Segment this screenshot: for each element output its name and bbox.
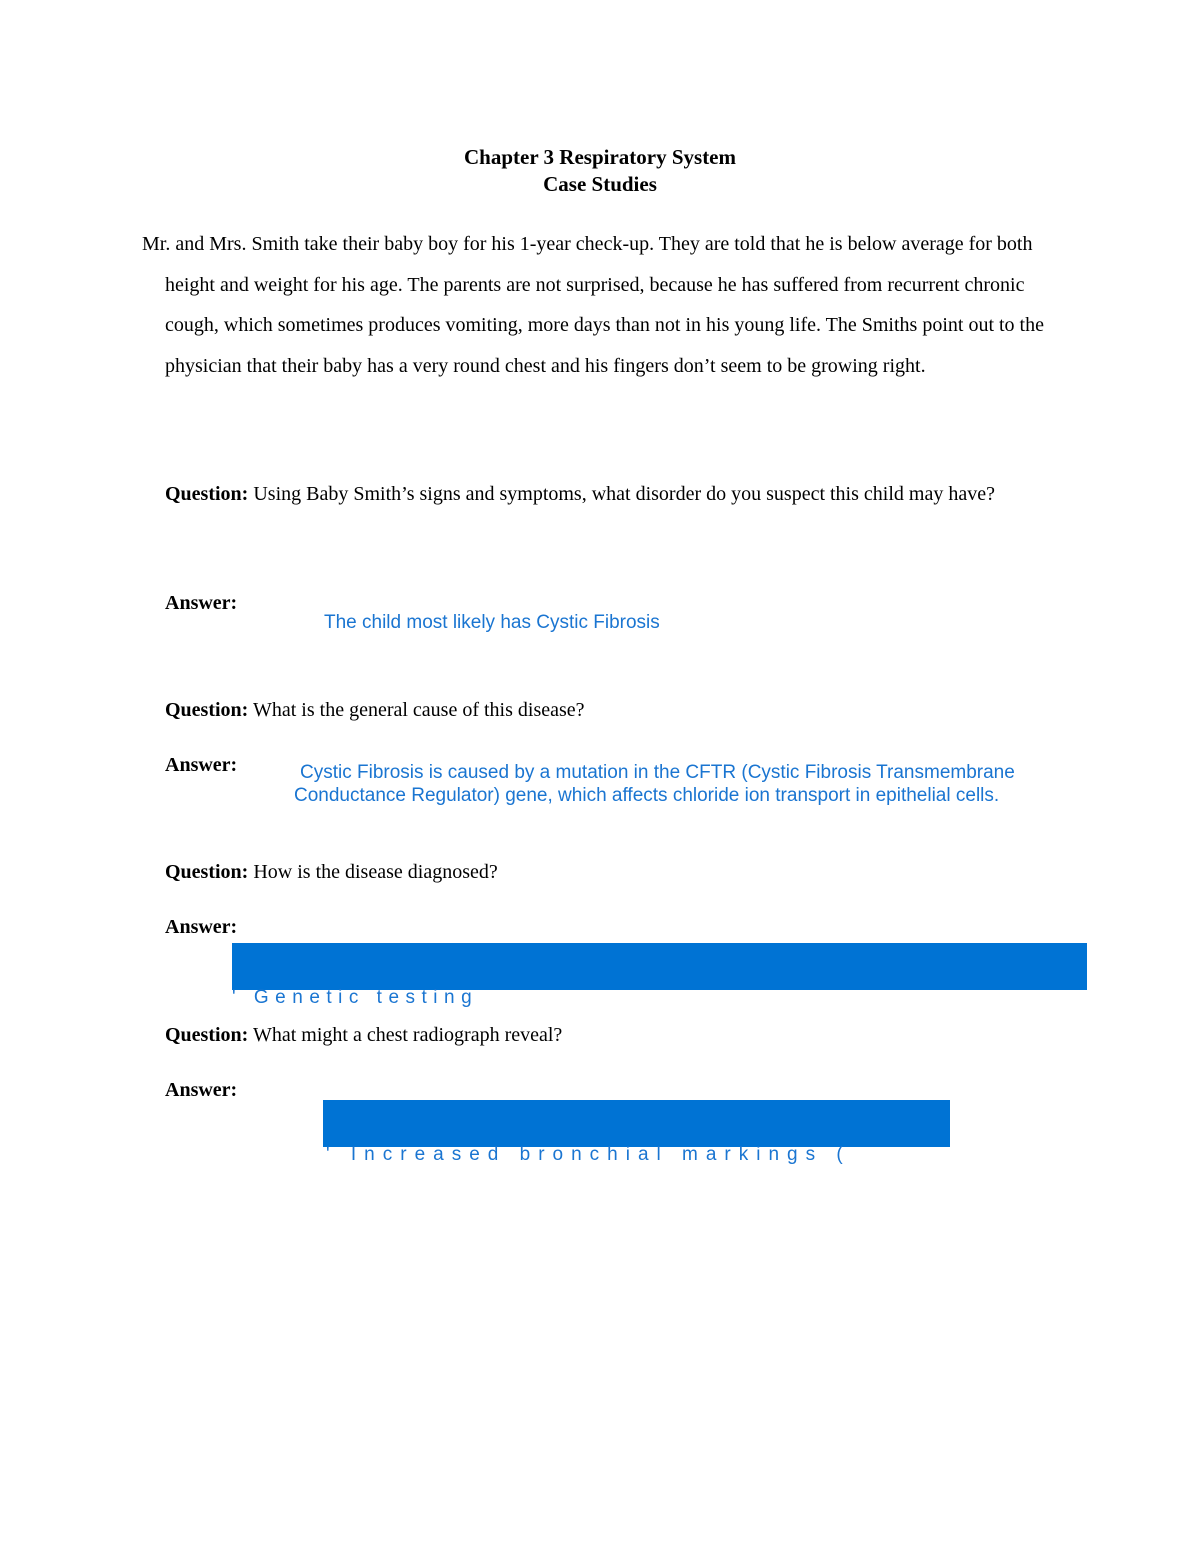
- answer-text-2: Cystic Fibrosis is caused by a mutation in the CFTR (Cystic Fibrosis Transmembrane Conductance Regulator) gene, which affects chloride ion transport in epithelial cells.: [294, 762, 1015, 806]
- case-description: Mr. and Mrs. Smith take their baby boy for his 1-year check-up. They are told that he is below average for both height and weight for his age. The parents are not surprised, because he has suffered from recurrent chronic cough, which sometimes produces vomiting, more days than not in his young life. The Smiths point out to the physician that their baby has a very round chest and his fingers don’t seem to be growing right.: [142, 233, 1044, 377]
- redaction-bar-2: [323, 1100, 950, 1147]
- answer-label-2: Answer:: [165, 754, 238, 776]
- answer-label-1: Answer:: [165, 592, 238, 614]
- question-2: [165, 683, 1065, 737]
- answer-label-3: Answer:: [165, 916, 238, 938]
- question-4: [165, 1008, 1065, 1062]
- question-text: How is the disease diagnosed?: [253, 861, 498, 883]
- question-text: What is the general cause of this disease?: [252, 699, 585, 721]
- question-label: Question:: [165, 483, 249, 505]
- document-title: Chapter 3 Respiratory System: [464, 145, 736, 169]
- question-label: Question:: [165, 861, 249, 883]
- document-subtitle: Case Studies: [543, 172, 657, 196]
- question-3: [165, 845, 1065, 899]
- question-label: Question:: [165, 699, 249, 721]
- question-text: Using Baby Smith’s signs and symptoms, what disorder do you suspect this child may have?: [253, 483, 995, 505]
- question-1: [165, 467, 1065, 521]
- question-label: Question:: [165, 1024, 249, 1046]
- answer-text-1: The child most likely has Cystic Fibrosis: [324, 612, 660, 633]
- answer-label-4: Answer:: [165, 1079, 238, 1101]
- answer-text-4: ' Increased bronchial markings (: [326, 1144, 851, 1165]
- redaction-bar-1: [232, 943, 1087, 990]
- question-text: What might a chest radiograph reveal?: [252, 1024, 563, 1046]
- answer-text-3: ' Genetic testing: [232, 987, 479, 1008]
